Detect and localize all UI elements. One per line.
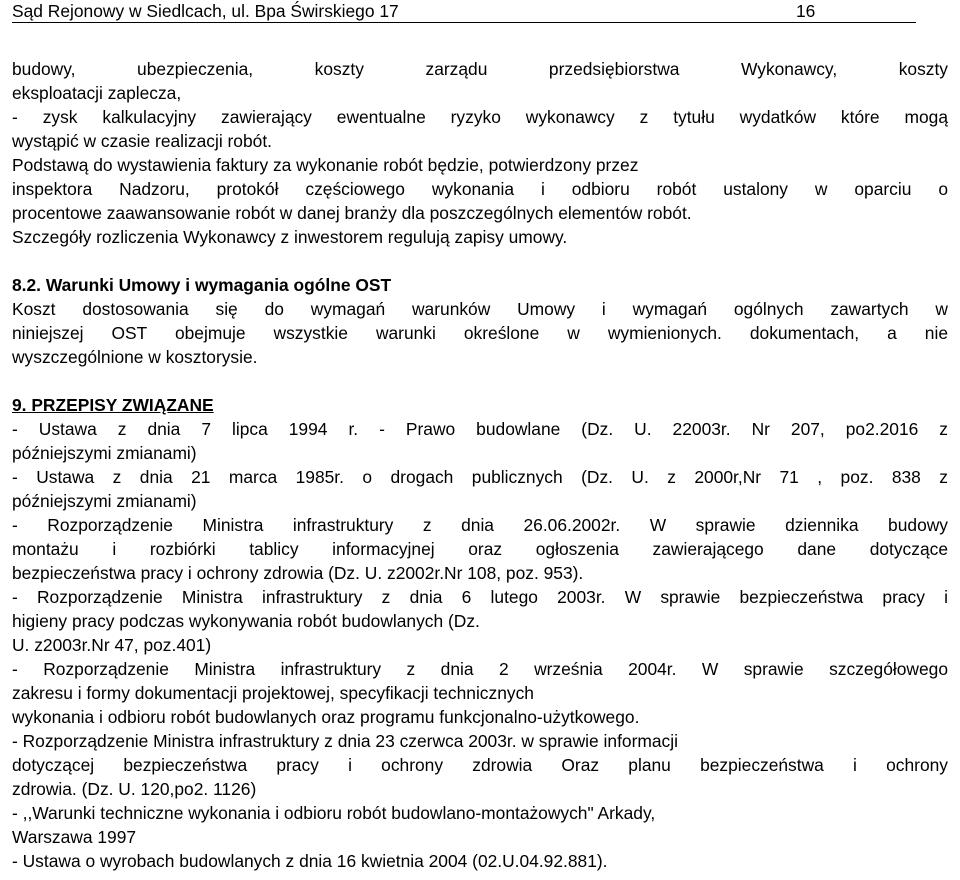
text-line: Szczegóły rozliczenia Wykonawcy z inwestorem regulują zapisy umowy. [12,227,568,247]
text-line: inspektora Nadzoru, protokół częściowego wykonania i odbioru robót ustalony w oparciu o [12,179,948,199]
paragraph-costs [12,57,948,153]
regulation-line: - ,,Warunki techniczne wykonania i odbioru robót budowlano-montażowych" Arkady, [12,803,656,823]
text-line: wystąpić w czasie realizacji robót. [12,131,272,151]
section-9 [12,393,948,873]
regulation-line: higieny pracy podczas wykonywania robót budowlanych (Dz. [12,611,480,631]
section-8-2 [12,273,948,369]
regulation-line: - Rozporządzenie Ministra infrastruktury z dnia 2 września 2004r. W sprawie szczegółowego [12,659,948,679]
header-court-address: Sąd Rejonowy w Siedlcach, ul. Bpa Świrskiego 17 [12,1,399,21]
regulation-line: bezpieczeństwa pracy i ochrony zdrowia (Dz. U. z2002r.Nr 108, poz. 953). [12,563,584,583]
document-body [12,23,948,873]
regulation-line: późniejszymi zmianami) [12,443,197,463]
regulation-line: - Ustawa z dnia 21 marca 1985r. o drogach publicznych (Dz. U. z 2000r,Nr 71 , poz. 838 z [12,467,948,487]
regulation-line: zakresu i formy dokumentacji projektowej, specyfikacji technicznych [12,683,534,703]
text-line: Podstawą do wystawienia faktury za wykonanie robót będzie, potwierdzony przez [12,155,639,175]
regulation-line: - Rozporządzenie Ministra infrastruktury z dnia 23 czerwca 2003r. w sprawie informacji [12,731,678,751]
regulation-line: U. z2003r.Nr 47, poz.401) [12,635,212,655]
text-line: procentowe zaawansowanie robót w danej branży dla poszczególnych elementów robót. [12,203,692,223]
page-header [12,0,916,23]
text-line: niniejszej OST obejmuje wszystkie warunki określone w wymienionych. dokumentach, a nie [12,323,948,343]
section-heading: 8.2. Warunki Umowy i wymagania ogólne OST [12,275,392,295]
text-line: wyszczególnione w kosztorysie. [12,347,258,367]
regulation-line: Warszawa 1997 [12,827,137,847]
regulation-line: zdrowia. (Dz. U. 120,po2. 1126) [12,779,257,799]
regulation-line: - Rozporządzenie Ministra infrastruktury z dnia 6 lutego 2003r. W sprawie bezpieczeństwa pracy i [12,587,948,607]
text-line: - zysk kalkulacyjny zawierający ewentualne ryzyko wykonawcy z tytułu wydatków które mogą [12,107,948,127]
regulation-line: dotyczącej bezpieczeństwa pracy i ochrony zdrowia Oraz planu bezpieczeństwa i ochrony [12,755,948,775]
regulation-line: montażu i rozbiórki tablicy informacyjnej oraz ogłoszenia zawierającego dane dotyczące [12,539,948,559]
regulation-line: późniejszymi zmianami) [12,491,197,511]
regulation-line: - Ustawa z dnia 7 lipca 1994 r. - Prawo budowlane (Dz. U. 22003r. Nr 207, po2.2016 z [12,419,948,439]
text-line: Koszt dostosowania się do wymagań warunków Umowy i wymagań ogólnych zawartych w [12,299,948,319]
text-line: budowy, ubezpieczenia, koszty zarządu przedsiębiorstwa Wykonawcy, koszty [12,59,948,79]
paragraph-invoice [12,153,948,249]
header-page-number: 16 [796,1,816,21]
text-line: eksploatacji zaplecza, [12,83,182,103]
regulation-line: - Rozporządzenie Ministra infrastruktury z dnia 26.06.2002r. W sprawie dziennika budowy [12,515,948,535]
section-heading: 9. PRZEPISY ZWIĄZANE [12,395,214,415]
regulation-line: wykonania i odbioru robót budowlanych oraz programu funkcjonalno-użytkowego. [12,707,640,727]
regulation-line: - Ustawa o wyrobach budowlanych z dnia 16 kwietnia 2004 (02.U.04.92.881). [12,851,608,871]
